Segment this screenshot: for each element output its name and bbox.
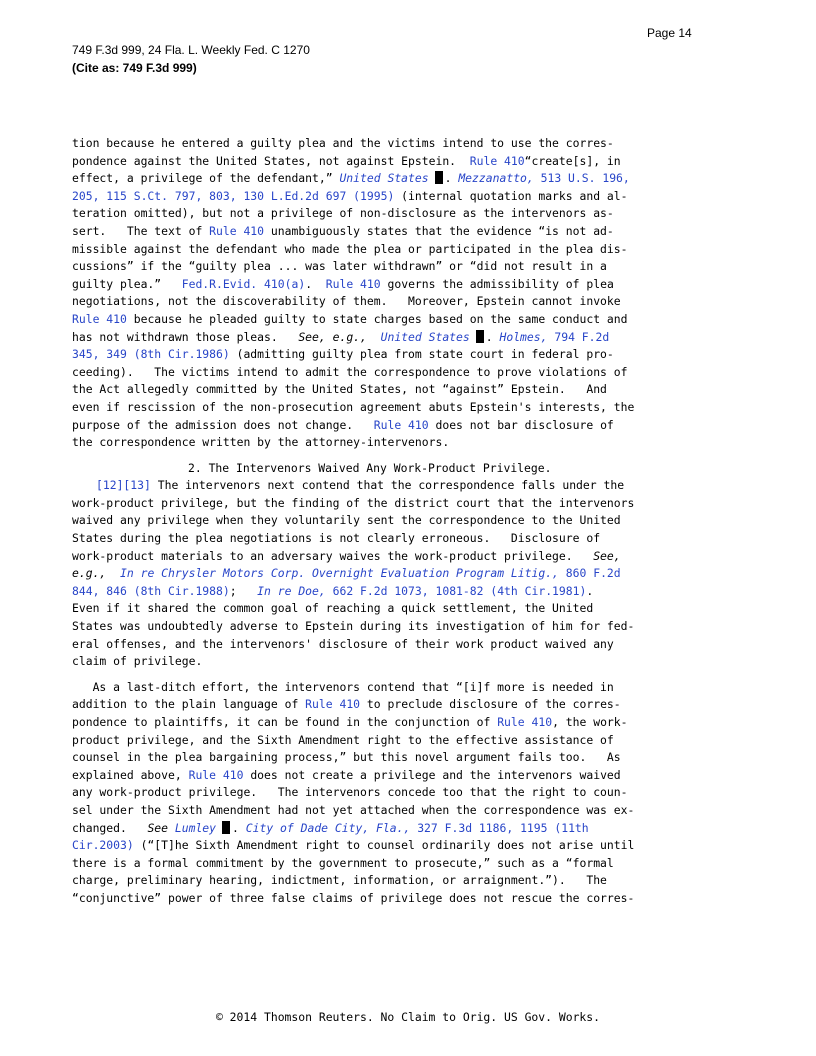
text: “conjunctive” power of three false claims of privilege does not rescue the corres- [72,890,635,905]
text-line [72,679,752,697]
cite-as: (Cite as: 749 F.3d 999) [72,61,197,75]
versus-marker-icon [476,330,484,343]
text: purpose of the admission does not change. [72,417,374,432]
text-line [72,636,752,654]
text-line [72,872,752,890]
text: to preclude disclosure of the corres- [360,697,621,712]
reporter-citation: 749 F.3d 999, 24 Fla. L. Weekly Fed. C 1270 [72,43,310,57]
text-line [72,749,752,767]
text: Even if it shared the common goal of reaching a quick settlement, the United [72,601,594,616]
text: does not bar disclosure of [428,417,614,432]
versus-marker-icon [222,821,230,834]
case-link-in-re-doe[interactable]: In re Doe, [257,583,326,598]
text: product privilege, and the Sixth Amendment right to the effective assistance of [72,732,614,747]
copyright-footer: © 2014 Thomson Reuters. No Claim to Orig. US Gov. Works. [215,1010,601,1024]
text-line [72,477,752,495]
text: effect, a privilege of the defendant,” [72,171,340,186]
text: there is a formal commitment by the government to prosecute,” such as a “formal [72,855,614,870]
spacer [72,671,752,679]
case-link-united-states[interactable]: United States [339,171,429,186]
text: . [485,329,500,344]
signal-text: See, e.g., [298,329,367,344]
text-line [72,820,752,838]
text-line [72,565,752,583]
text-line [72,802,752,820]
opinion-text [72,135,752,908]
text: States was undoubtedly adverse to Epstein during its investigation of him for fed- [72,619,635,634]
text: any work-product privilege. The intervenors concede too that the right to coun- [72,785,628,800]
text: (admitting guilty plea from state court in federal pro- [229,347,614,362]
text-line [72,399,752,417]
text: has not withdrawn those pleas. [72,329,299,344]
rule-410-link[interactable]: Rule 410 [305,697,361,712]
text: “create[s], in [524,153,621,168]
text [367,330,381,344]
case-link-united-states[interactable]: United States [380,329,470,344]
text: work-product privilege, but the finding of the district court that the intervenors [72,495,635,510]
rule-410-link[interactable]: Rule 410 [373,417,429,432]
text-line [72,364,752,382]
text-line [72,205,752,223]
versus-marker-icon [435,171,443,184]
case-link-mezzanatto[interactable]: Mezzanatto, [458,171,534,186]
rule-410-link[interactable]: Rule 410 [209,223,265,238]
text-line [72,223,752,241]
text: . [586,583,594,598]
text: (“[T]he Sixth Amendment right to counsel ordinarily does not arise until [133,838,635,853]
rule-410-link[interactable]: Rule 410 [469,153,525,168]
text-line [72,381,752,399]
text-line [72,495,752,513]
text-line [72,417,752,435]
headnote-link-12-13[interactable]: [12][13] [96,478,151,493]
text-line [72,530,752,548]
fre-410a-link[interactable]: Fed.R.Evid. 410(a) [181,276,306,291]
signal-text: e.g., [72,566,107,581]
text: teration omitted), but not a privilege of non-disclosure as the intervenors as- [72,206,614,221]
text [106,566,120,580]
text: sert. The text of [72,223,210,238]
text-line [72,583,752,601]
text: because he pleaded guilty to state charges based on the same conduct and [126,311,628,326]
text: eral offenses, and the intervenors' disclosure of their work product waived any [72,636,614,651]
signal-text: See, [593,548,621,563]
text: changed. [72,820,148,835]
text-line [72,696,752,714]
citation-link-in-re-doe[interactable]: 662 F.2d 1073, 1081-82 (4th Cir.1981) [325,583,587,598]
text-line [72,653,752,671]
citation-link-holmes-cont[interactable]: 345, 349 (8th Cir.1986) [72,347,230,362]
text: As a last-ditch effort, the intervenors contend that “[i]f more is needed in [72,679,614,694]
text: The intervenors next contend that the correspondence falls under the [150,478,625,493]
text: . [305,276,326,291]
text-line [72,293,752,311]
spacer [72,452,752,460]
text-line [72,732,752,750]
text: does not create a privilege and the intervenors waived [243,767,621,782]
text-line [72,170,752,188]
citation-link-chrysler-cont[interactable]: 844, 846 (8th Cir.1988) [72,583,230,598]
text-line [72,512,752,530]
text: . [232,820,246,835]
case-link-dade-city[interactable]: City of Dade City, Fla., [245,820,411,835]
text: unambiguously states that the evidence “is not ad- [264,223,614,238]
page-number: Page 14 [647,26,692,40]
text-line [72,600,752,618]
rule-410-link[interactable]: Rule 410 [188,767,244,782]
text: negotiations, not the discoverability of them. Moreover, Epstein cannot invoke [72,294,621,309]
text: ceeding). The victims intend to admit the correspondence to prove violations of [72,364,628,379]
text-line [72,837,752,855]
citation-link-dade-city[interactable]: 327 F.3d 1186, 1195 (11th [410,820,589,835]
text: charge, preliminary hearing, indictment, information, or arraignment.”). The [72,873,607,888]
text: pondence to plaintiffs, it can be found in the conjunction of [72,715,498,729]
text: States during the plea negotiations is not clearly erroneous. Disclosure of [72,531,601,546]
text-line [72,714,752,732]
text-line [72,890,752,908]
text: pondence against the United States, not against Epstein. [72,153,470,168]
rule-410-link[interactable]: Rule 410 [72,311,127,326]
rule-410-link[interactable]: Rule 410 [325,276,381,291]
citation-link-mezzanatto-cont[interactable]: 205, 115 S.Ct. 797, 803, 130 L.Ed.2d 697 (1995) [72,188,395,203]
heading-text: 2. The Intervenors Waived Any Work-Product Privilege. [188,460,552,475]
text: addition to the plain language of [72,697,306,712]
text: guilty plea.” [72,276,182,291]
text-line [72,434,752,452]
text: tion because he entered a guilty plea and the victims intend to use the corres- [72,136,614,150]
section-heading [72,460,752,478]
text: claim of privilege. [72,654,203,669]
text: ; [229,583,258,598]
text: even if rescission of the non-prosecution agreement abuts Epstein's interests, the [72,399,635,414]
text: missible against the defendant who made the plea or participated in the plea dis- [72,241,628,256]
text: counsel in the plea bargaining process,” but this novel argument fails too. As [72,750,621,765]
text: governs the admissibility of plea [380,276,614,291]
text-line [72,258,752,276]
text-line [72,188,752,206]
text-line [72,548,752,566]
case-link-chrysler[interactable]: In re Chrysler Motors Corp. Overnight Evaluation Program Litig., [120,566,559,581]
text: the correspondence written by the attorney-intervenors. [72,435,450,450]
citation-link-holmes[interactable]: 794 F.2d [547,329,610,344]
text-line [72,767,752,785]
text: sel under the Sixth Amendment had not yet attached when the correspondence was ex- [72,802,635,817]
text-line [72,855,752,873]
text: explained above, [72,767,189,782]
signal-text: See [147,820,169,835]
text: (internal quotation marks and al- [394,188,628,203]
rule-410-link[interactable]: Rule 410 [497,715,553,729]
text: , the work- [552,715,628,729]
citation-link-mezzanatto[interactable]: 513 U.S. 196, [533,171,630,186]
case-link-lumley[interactable]: Lumley [174,820,217,835]
text-line [72,618,752,636]
text: . [444,171,459,186]
text-line [72,153,752,171]
text-line [72,276,752,294]
text-line [72,311,752,329]
case-link-holmes[interactable]: Holmes, [499,329,548,344]
text-line [72,346,752,364]
text-line [72,241,752,259]
citation-link-chrysler[interactable]: 860 F.2d [558,566,621,581]
text-line [72,784,752,802]
text-line [72,135,752,153]
text: waived any privilege when they voluntarily sent the correspondence to the United [72,513,621,528]
citation-link-dade-city-cont[interactable]: Cir.2003) [72,838,134,853]
text: cussions” if the “guilty plea ... was later withdrawn” or “did not result in a [72,259,607,274]
text: the Act allegedly committed by the United States, not “against” Epstein. And [72,382,607,397]
text-line [72,329,752,347]
text: work-product materials to an adversary waives the work-product privilege. [72,548,594,563]
